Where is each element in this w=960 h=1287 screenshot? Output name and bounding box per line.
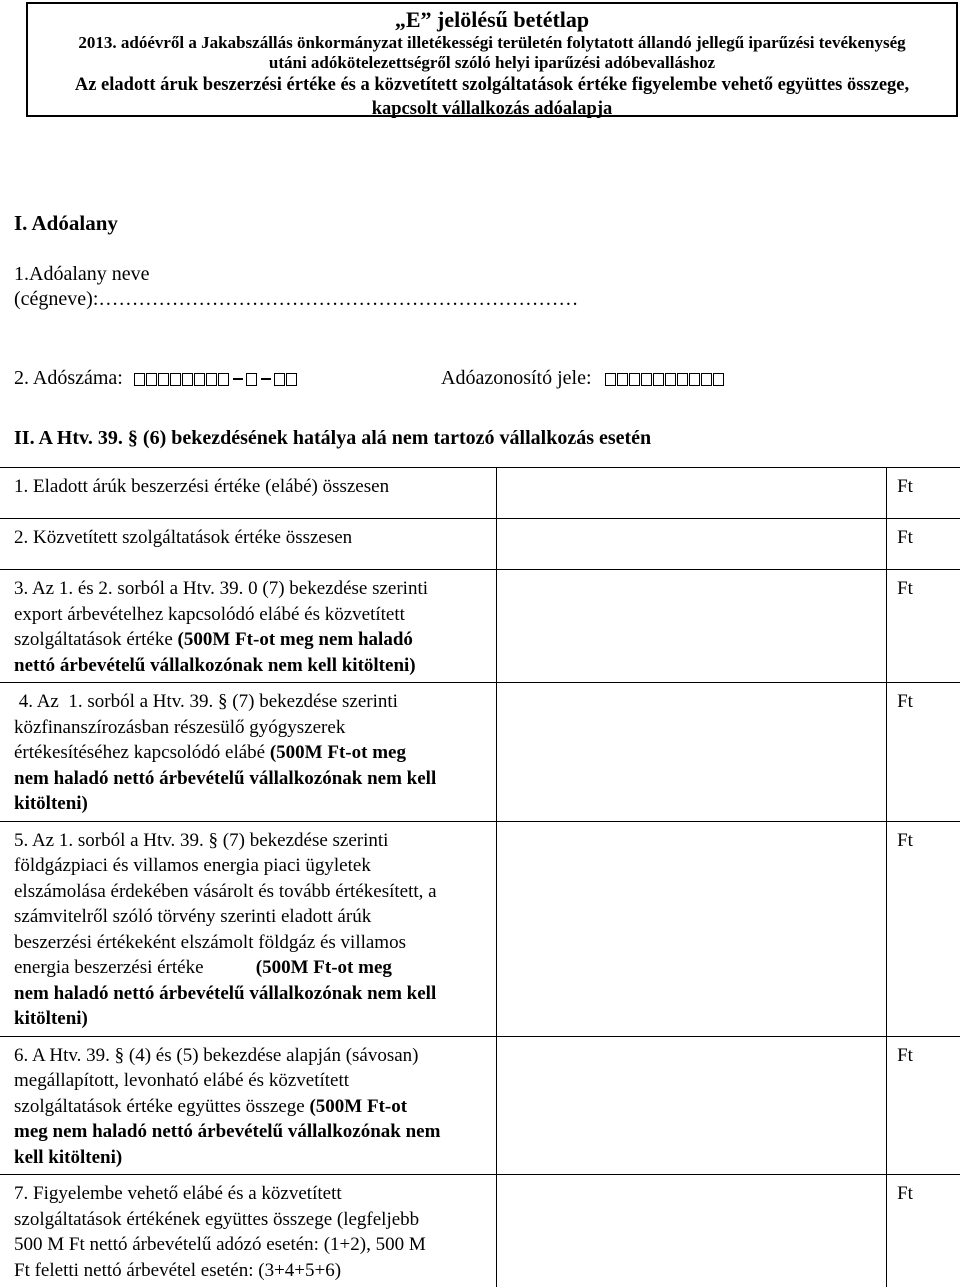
amount-input[interactable]	[497, 1036, 887, 1175]
header-line-1: 2013. adóévről a Jakabszállás önkormányzat illetékességi területén folytatott állandó jellegű iparűzési tevékenység	[28, 33, 956, 53]
name-field[interactable]: (cégneve):………………………………………………………………	[14, 287, 578, 311]
row-label-line: földgázpiaci és villamos energia piaci ügyletek	[14, 853, 496, 879]
unit-label: Ft	[887, 1175, 960, 1287]
row-label	[0, 1036, 497, 1175]
form-row	[0, 519, 960, 570]
unit-label: Ft	[887, 468, 960, 519]
form-table	[0, 467, 960, 1287]
amount-input[interactable]	[497, 519, 887, 570]
row-label-line: beszerzési értékeként elszámolt földgáz és villamos	[14, 930, 496, 956]
row-label-line: közfinanszírozásban részesülő gyógyszerek	[14, 715, 496, 741]
amount-input[interactable]	[497, 570, 887, 683]
form-row	[0, 570, 960, 683]
header-line-2: utáni adókötelezettségről szóló helyi iparűzési adóbevalláshoz	[28, 53, 956, 73]
tax-id-label: Adóazonosító jele:	[441, 367, 592, 389]
row-label-line: elszámolása érdekében vásárolt és tovább értékesített, a	[14, 879, 496, 905]
tax-number-label: 2. Adószáma:	[14, 367, 123, 389]
row-label-line: 7. Figyelembe vehető elábé és a közvetített	[14, 1181, 496, 1207]
row-label-line: szolgáltatások értékének együttes összege (legfeljebb	[14, 1207, 496, 1233]
row-label-line: nem haladó nettó árbevételű vállalkozónak nem kell	[14, 981, 496, 1007]
row-label	[0, 468, 497, 519]
row-label-line: nem haladó nettó árbevételű vállalkozónak nem kell	[14, 766, 496, 792]
row-label	[0, 570, 497, 683]
row-label-line: 4. Az 1. sorból a Htv. 39. § (7) bekezdése szerinti	[14, 689, 496, 715]
amount-input[interactable]	[497, 1175, 887, 1287]
amount-input[interactable]	[497, 821, 887, 1036]
form-header	[26, 2, 958, 117]
row-label-line: kitölteni)	[14, 791, 496, 817]
unit-label: Ft	[887, 821, 960, 1036]
section-2-heading: II. A Htv. 39. § (6) bekezdésének hatálya alá nem tartozó vállalkozás esetén	[14, 426, 651, 450]
row-label-line: 6. A Htv. 39. § (4) és (5) bekezdése alapján (sávosan)	[14, 1043, 496, 1069]
unit-label: Ft	[887, 570, 960, 683]
form-row	[0, 468, 960, 519]
row-label-line: szolgáltatások értéke együttes összege (500M Ft-ot	[14, 1094, 496, 1120]
row-label-line: kitölteni)	[14, 1006, 496, 1032]
unit-label: Ft	[887, 683, 960, 822]
row-label-line: energia beszerzési értéke (500M Ft-ot meg	[14, 955, 496, 981]
row-label-line: 1. Eladott árúk beszerzési értéke (elábé) összesen	[14, 474, 496, 500]
name-label: 1.Adóalany neve	[14, 262, 150, 286]
row-label-line: megállapított, levonható elábé és közvetített	[14, 1068, 496, 1094]
row-label	[0, 1175, 497, 1287]
row-label	[0, 683, 497, 822]
row-label-line: értékesítéséhez kapcsolódó elábé (500M Ft-ot meg	[14, 740, 496, 766]
row-label-line: 500 M Ft nettó árbevételű adózó esetén: (1+2), 500 M	[14, 1232, 496, 1258]
form-row	[0, 1175, 960, 1287]
row-label-line: export árbevételhez kapcsolódó elábé és közvetített	[14, 602, 496, 628]
row-label-line: 5. Az 1. sorból a Htv. 39. § (7) bekezdése szerinti	[14, 828, 496, 854]
row-label	[0, 821, 497, 1036]
unit-label: Ft	[887, 519, 960, 570]
unit-label: Ft	[887, 1036, 960, 1175]
row-label-line: nettó árbevételű vállalkozónak nem kell kitölteni)	[14, 653, 496, 679]
form-title: „E” jelölésű betétlap	[28, 7, 956, 33]
row-label-line: Ft feletti nettó árbevétel esetén: (3+4+5+6)	[14, 1258, 496, 1284]
tax-number-boxes[interactable]	[134, 367, 298, 389]
tax-id-row	[441, 366, 725, 390]
header-line-4: kapcsolt vállalkozás adóalapja	[28, 97, 956, 121]
section-1-heading: I. Adóalany	[14, 211, 118, 235]
row-label-line: 2. Közvetített szolgáltatások értéke összesen	[14, 525, 496, 551]
row-label-line: meg nem haladó nettó árbevételű vállalkozónak nem	[14, 1119, 496, 1145]
row-label-line: 3. Az 1. és 2. sorból a Htv. 39. 0 (7) bekezdése szerinti	[14, 576, 496, 602]
row-label-line: kell kitölteni)	[14, 1145, 496, 1171]
tax-number-row	[14, 366, 298, 390]
row-label-line: számvitelről szóló törvény szerinti eladott árúk	[14, 904, 496, 930]
form-row	[0, 683, 960, 822]
tax-id-boxes[interactable]	[605, 367, 725, 389]
row-label-line: szolgáltatások értéke (500M Ft-ot meg nem haladó	[14, 627, 496, 653]
amount-input[interactable]	[497, 468, 887, 519]
form-row	[0, 821, 960, 1036]
header-line-3: Az eladott áruk beszerzési értéke és a közvetített szolgáltatások értéke figyelembe vehető együttes összege,	[28, 73, 956, 97]
form-row	[0, 1036, 960, 1175]
amount-input[interactable]	[497, 683, 887, 822]
row-label	[0, 519, 497, 570]
